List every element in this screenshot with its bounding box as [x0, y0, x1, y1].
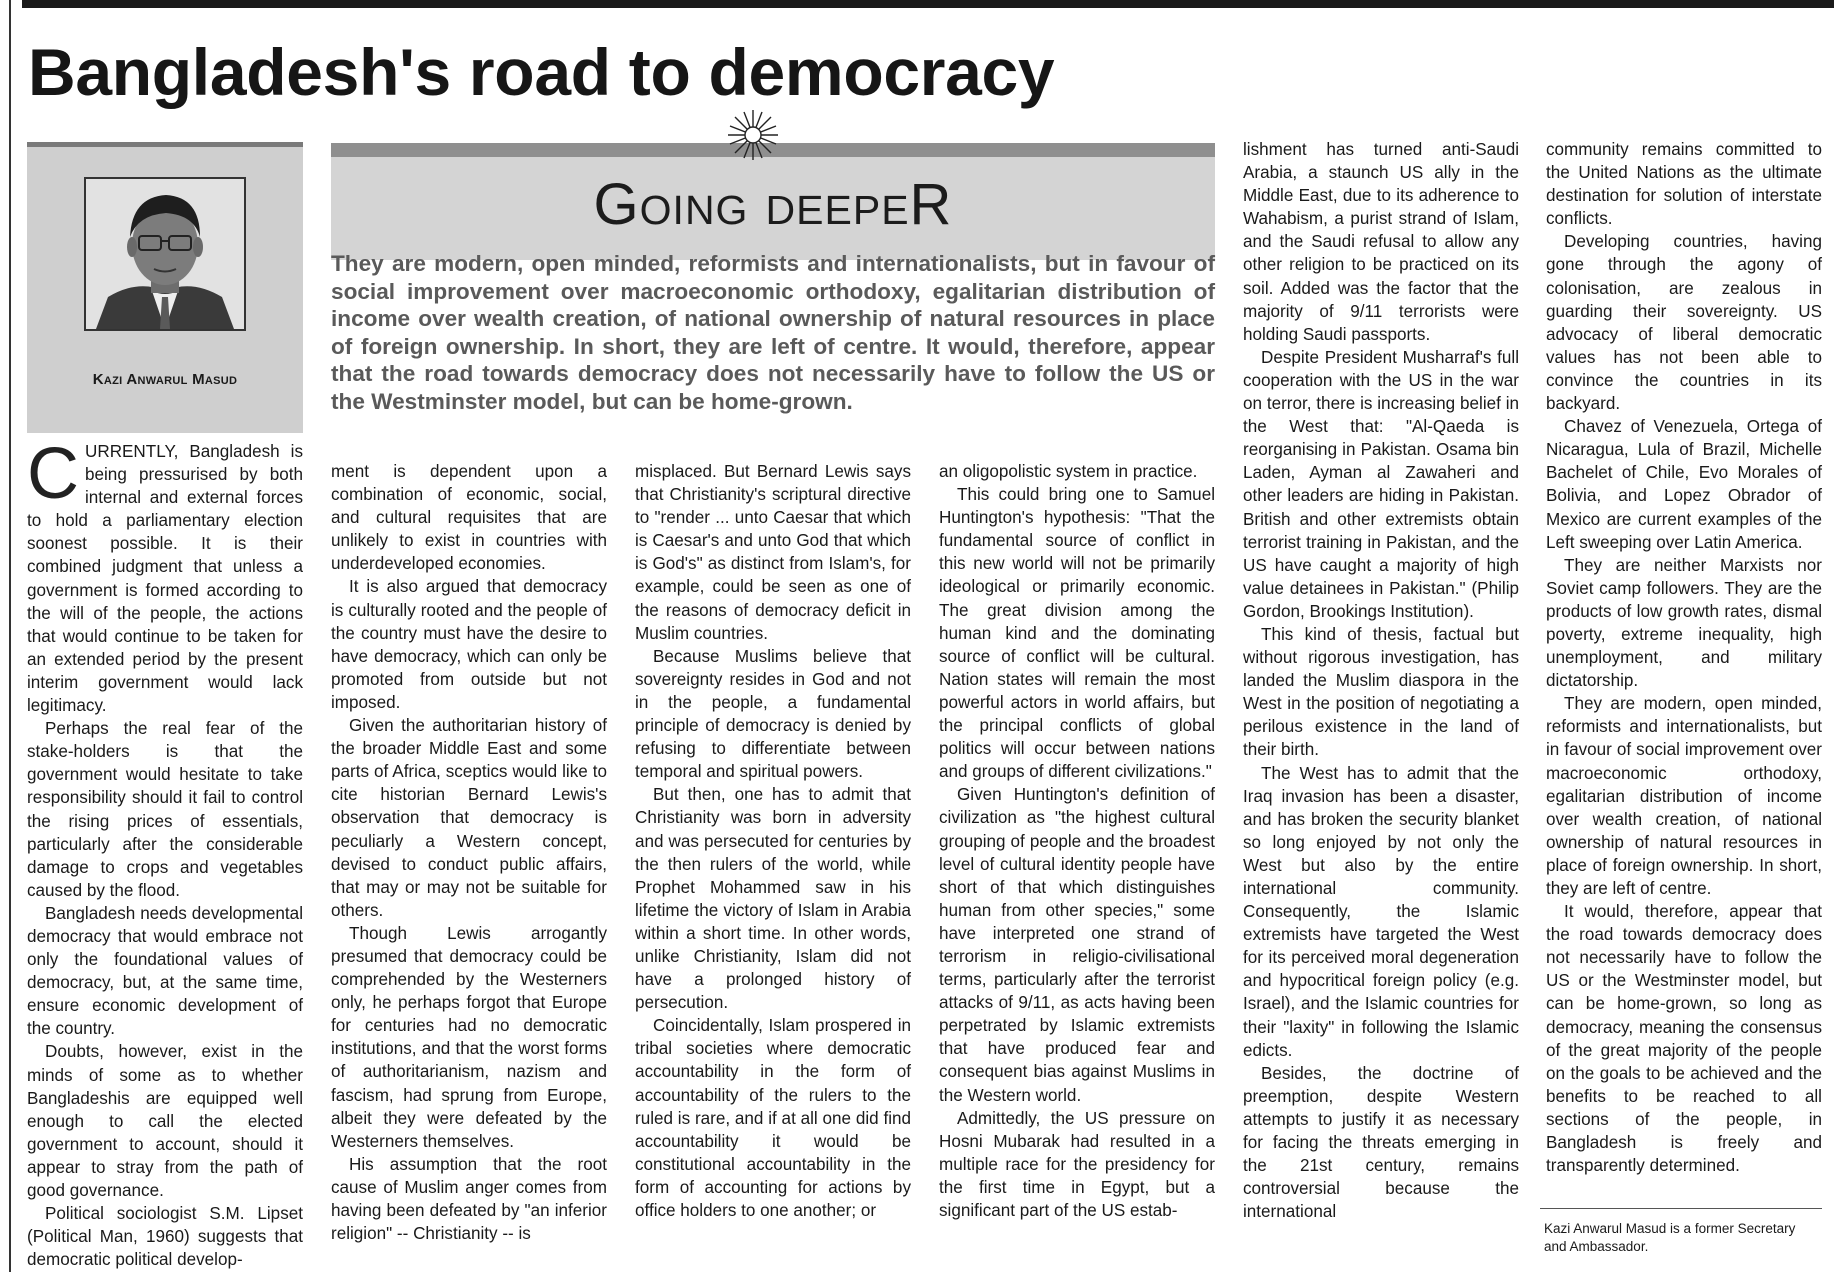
left-border-rule: [9, 0, 11, 1272]
top-rule: [22, 0, 1834, 8]
article-paragraph: Perhaps the real fear of the stake-holders is that the government would hesitate to take responsibility should it fail to control the rising prices of essentials, particularly after the considerable damage to crops and vegetables caused by the flood.: [27, 719, 303, 900]
article-paragraph: Political sociologist S.M. Lipset (Political Man, 1960) suggests that democratic political develop-: [27, 1204, 303, 1270]
article-paragraph: This could bring one to Samuel Huntington's hypothesis: "That the fundamental source of conflict in this new world will not be primarily ideological or primarily economic. The great division among the human kind and the dominating source of conflict will be cultural. Nation states will remain the most powerful actors in world affairs, but the principal conflicts of global politics will occur between nations and groups of different civilizations.": [939, 485, 1215, 782]
starburst-icon: [726, 108, 780, 162]
article-paragraph: Coincidentally, Islam prospered in tribal societies where democratic accountability in the form of accountability of the rulers to the ruled is rare, and if at all one did find accountability it would be constitutional accountability in the form of accounting for actions by office holders to one another; or: [635, 1016, 911, 1220]
author-bio: Kazi Anwarul Masud is a former Secretary and Ambassador.: [1544, 1221, 1796, 1254]
article-paragraph: They are neither Marxists nor Soviet camp followers. They are the products of low growth rates, dismal poverty, extreme inequality, high unemployment, and military dictatorship.: [1546, 555, 1822, 691]
article-paragraph: community remains committed to the United Nations as the ultimate destination for solution of interstate conflicts.: [1546, 140, 1822, 229]
article-paragraph: But then, one has to admit that Christianity was born in adversity and was persecuted for centuries by the then rulers of the world, while Prophet Mohammed saw in his lifetime the victory of Islam in Arabia within a short time. In other words, unlike Christianity, Islam did not have a prolonged history of persecution.: [635, 785, 911, 1013]
article-paragraph: Given Huntington's definition of civilization as "the highest cultural grouping of people and the broadest level of cultural identity people have short of that which distinguishes human from other species," some have interpreted one strand of terrorism in religio-civilisational terms, particularly after the terrorist attacks of 9/11, as acts having been perpetrated by Islamic extremists that have produced fear and consequent bias against Muslims in the Western world.: [939, 785, 1215, 1105]
article-paragraph: Admittedly, the US pressure on Hosni Mubarak had resulted in a multiple race for the presidency for the first time in Egypt, but a significant part of the US estab-: [939, 1108, 1215, 1220]
article-column-6: [1546, 138, 1822, 1177]
article-paragraph: Given the authoritarian history of the broader Middle East and some parts of Africa, sceptics would like to cite historian Bernard Lewis's observation that democracy is peculiarly a Western concept, devised to conduct public affairs, that may or may not be suitable for others.: [331, 716, 607, 920]
article-column-1: [27, 434, 303, 1271]
section-title: Going deepeR: [593, 172, 953, 237]
article-paragraph: Chavez of Venezuela, Ortega of Nicaragua, Lula of Brazil, Michelle Bachelet of Chile, Evo Morales of Bolivia, and Lopez Obrador of Mexico are current examples of the Left sweeping over Latin America.: [1546, 417, 1822, 552]
article-paragraph: ment is dependent upon a combination of economic, social, and cultural requisites that are unlikely to exist in countries with underdeveloped economies.: [331, 462, 607, 574]
article-paragraph: The West has to admit that the Iraq invasion has been a disaster, and has broken the security blanket so long enjoyed by not only the West but also by the entire international community. Consequently, the Islamic extremists have targeted the West for its perceived moral degeneration and hypocritical foreign policy (e.g. Israel), and the Islamic countries for their "laxity" in following the Islamic edicts.: [1243, 763, 1519, 1060]
article-paragraph: Because Muslims believe that sovereignty resides in God and not in the people, a fundamental principle of democracy is denied by refusing to differentiate between temporal and spiritual powers.: [635, 646, 911, 782]
article-paragraph: Despite President Musharraf's full cooperation with the US in the war on terror, there is increasing belief in the West that: "Al-Qaeda is reorganising in Pakistan. Osama bin Laden, Ayman al Zawaheri and other leaders are hiding in Pakistan. British and other extremists obtain terrorist training in Pakistan, and the US have caught a majority of high value detainees in Pakistan." (Philip Gordon, Brookings Institution).: [1243, 347, 1519, 621]
article-paragraph: It is also argued that democracy is culturally rooted and the people of the country must have the desire to have democracy, which can only be promoted from outside but not imposed.: [331, 577, 607, 712]
article-paragraph: Developing countries, having gone through the agony of colonisation, are zealous in guarding their sovereignty. US advocacy of liberal democratic values has not been able to convince the countries in its backyard.: [1546, 232, 1822, 414]
author-name: Kazi Anwarul Masud: [92, 371, 238, 388]
article-column-3: [635, 460, 911, 1222]
author-photo: [84, 177, 246, 331]
article-paragraph: This kind of thesis, factual but without rigorous investigation, has landed the Muslim diaspora in the West in the position of negotiating a perilous existence in the land of their birth.: [1243, 624, 1519, 760]
article-paragraph: an oligopolistic system in practice.: [939, 462, 1198, 481]
article-paragraph: Doubts, however, exist in the minds of some as to whether Bangladeshis are equipped well enough to call the elected government to account, should it appear to stray from the path of good governance.: [27, 1042, 303, 1200]
drop-cap: C: [27, 434, 79, 514]
bio-divider: [1540, 1208, 1822, 1209]
article-column-4: [939, 460, 1215, 1222]
article-paragraph: His assumption that the root cause of Muslim anger comes from having been defeated by "an inferior religion" -- Christianity -- is: [331, 1154, 607, 1244]
article-paragraph: They are modern, open minded, reformists and internationalists, but in favour of social improvement over macroeconomic orthodoxy, egalitarian distribution of income over wealth creation, of national ownership of natural resources in place of foreign ownership. In short, they are left of centre.: [1546, 694, 1822, 898]
pull-quote: They are modern, open minded, reformists and internationalists, but in favour of social improvement over macroeconomic orthodoxy, egalitarian distribution of income over wealth creation, of national ownership of natural resources in place of foreign ownership. In short, they are left of centre. It would, therefore, appear that the road towards democracy does not necessarily have to follow the US or the Westminster model, but can be home-grown.: [331, 251, 1215, 414]
author-box: [27, 142, 303, 433]
article-paragraph: Bangladesh needs developmental democracy that would embrace not only the foundational values of democracy, but, at the same time, ensure economic development of the country.: [27, 903, 303, 1039]
article-column-2: [331, 460, 607, 1245]
paragraph-text: URRENTLY, Bangladesh is being pressurised by both internal and external forces to hold a parliamentary election soonest possible. It is their combined judgment that unless a government is formed according to the will of the people, the actions that would continue to be taken for an extended period by the present interim government would lack legitimacy.: [27, 442, 303, 716]
article-paragraph: lishment has turned anti-Saudi Arabia, a staunch US ally in the Middle East, due to its adherence to Wahabism, a purist strand of Islam, and the Saudi refusal to allow any other religion to be practiced on its soil. Added was the factor that the majority of 9/11 terrorists were holding Saudi passports.: [1243, 140, 1519, 344]
headline: Bangladesh's road to democracy: [28, 35, 1055, 109]
article-paragraph: It would, therefore, appear that the road towards democracy does not necessarily have to follow the US or the Westminster model, but can be home-grown, so long as democracy, meaning the consensus of the great majority of the people on the goals to be achieved and the benefits to be reached to all sections of the people, in Bangladesh is freely and transparently determined.: [1546, 902, 1822, 1176]
article-paragraph: [27, 434, 303, 717]
article-column-5: [1243, 138, 1519, 1223]
author-portrait-image: [86, 179, 244, 329]
article-paragraph: misplaced. But Bernard Lewis says that Christianity's scriptural directive to "render ... unto Caesar that which is Caesar's and unto God that which is God's" as distinct from Islam's, for example, could be seen as one of the reasons of democracy deficit in Muslim countries.: [635, 462, 911, 643]
article-paragraph: Besides, the doctrine of preemption, despite Western attempts to justify it as necessary for facing the threats emerging in the 21st century, remains controversial because the international: [1243, 1063, 1519, 1222]
article-paragraph: Though Lewis arrogantly presumed that democracy could be comprehended by the Westerners only, he perhaps forgot that Europe for centuries had no democratic institutions, and that the worst forms of authoritarianism, nazism and fascism, had sprung from Europe, albeit they were defeated by the Westerners themselves.: [331, 923, 607, 1151]
